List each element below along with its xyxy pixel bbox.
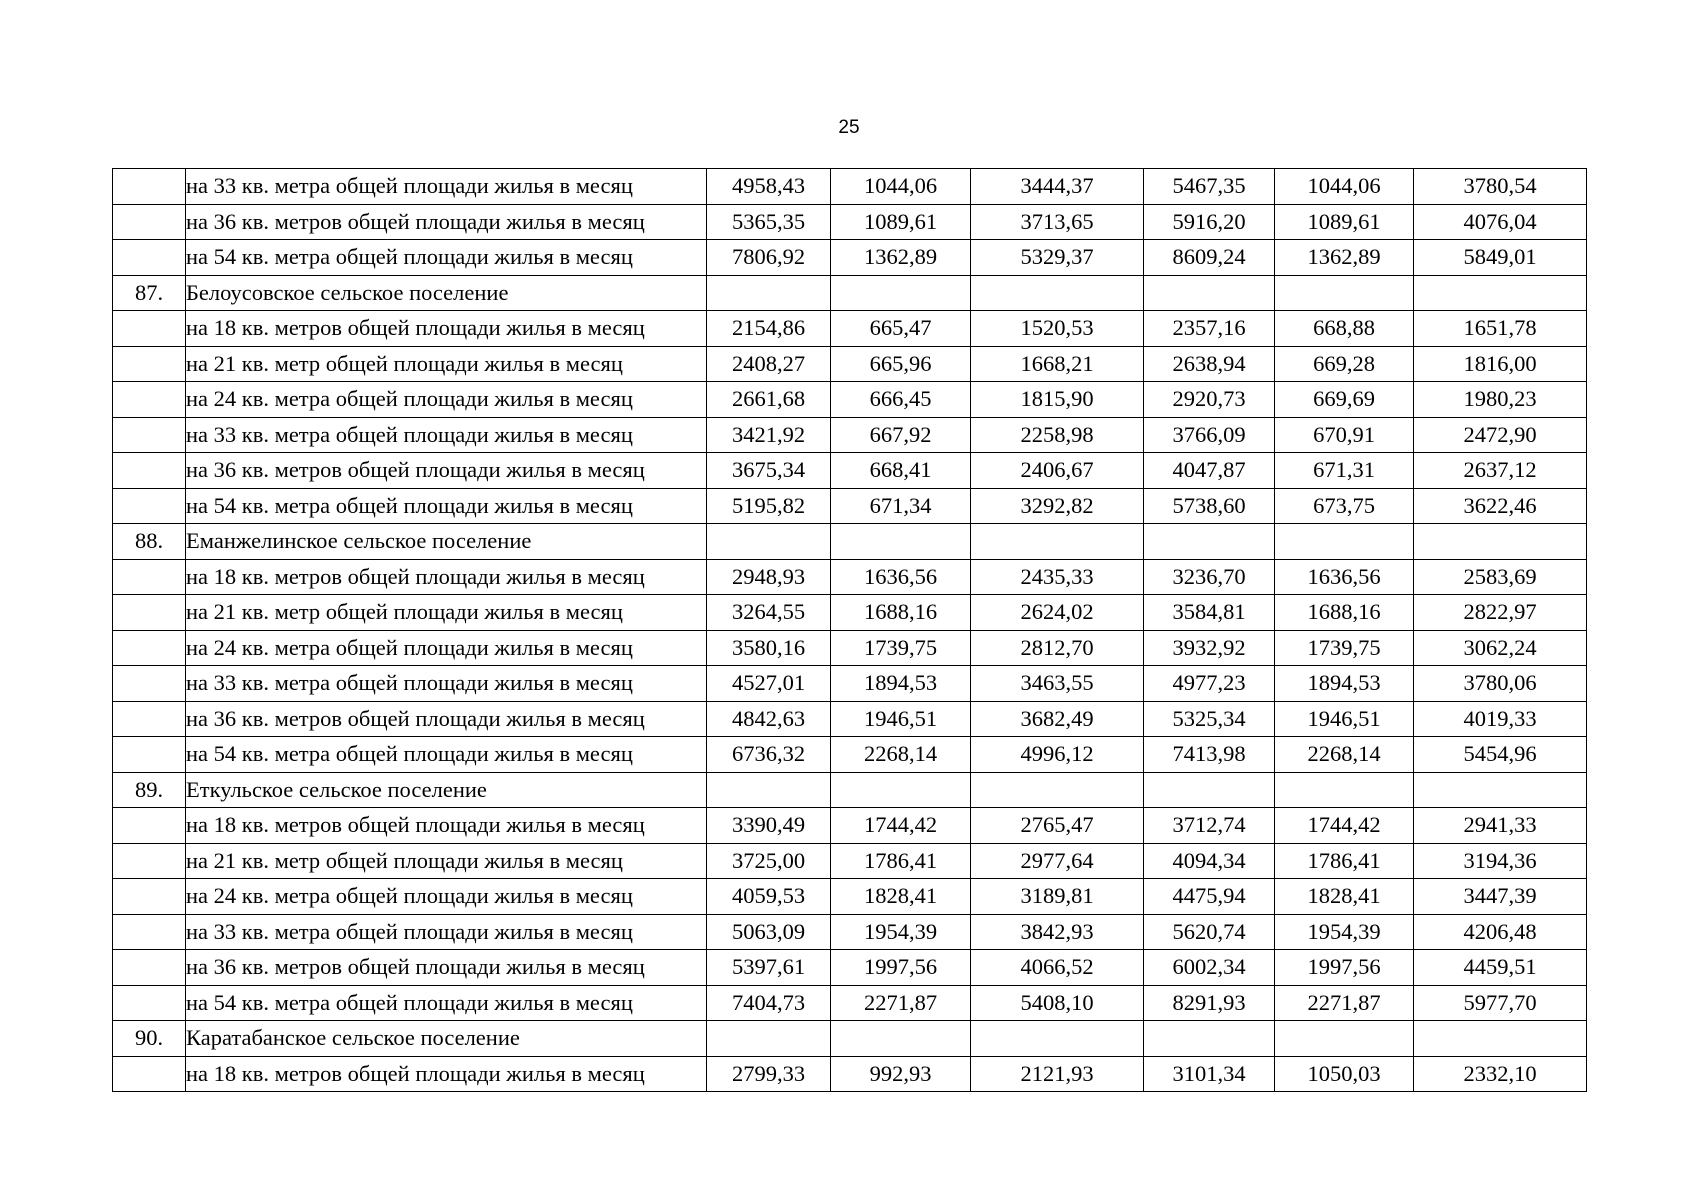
table-row (113, 701, 1587, 737)
table-body (113, 169, 1587, 1092)
value-cell: 666,45 (831, 382, 971, 418)
value-cell (1414, 772, 1587, 808)
value-cell: 1362,89 (831, 240, 971, 276)
row-number-cell (113, 666, 186, 702)
value-cell (1414, 1021, 1587, 1057)
row-number-cell (113, 914, 186, 950)
norm-description-cell: на 21 кв. метр общей площади жилья в месяц (186, 843, 707, 879)
value-cell: 8609,24 (1144, 240, 1275, 276)
value-cell: 5397,61 (707, 950, 831, 986)
value-cell: 2408,27 (707, 346, 831, 382)
value-cell: 3421,92 (707, 417, 831, 453)
row-number-cell (113, 453, 186, 489)
value-cell: 3622,46 (1414, 488, 1587, 524)
row-number-cell (113, 169, 186, 205)
value-cell: 2624,02 (971, 595, 1144, 631)
value-cell: 1744,42 (1275, 808, 1414, 844)
table-row (113, 950, 1587, 986)
norm-description-cell: на 24 кв. метра общей площади жилья в месяц (186, 630, 707, 666)
section-header-row (113, 524, 1587, 560)
value-cell: 7404,73 (707, 985, 831, 1021)
value-cell: 2271,87 (831, 985, 971, 1021)
value-cell: 1980,23 (1414, 382, 1587, 418)
norm-description-cell: на 18 кв. метров общей площади жилья в месяц (186, 559, 707, 595)
value-cell: 3584,81 (1144, 595, 1275, 631)
table-row (113, 666, 1587, 702)
value-cell: 3932,92 (1144, 630, 1275, 666)
value-cell (831, 275, 971, 311)
value-cell: 5325,34 (1144, 701, 1275, 737)
value-cell: 3292,82 (971, 488, 1144, 524)
norm-description-cell: на 36 кв. метров общей площади жилья в месяц (186, 453, 707, 489)
value-cell: 3682,49 (971, 701, 1144, 737)
value-cell: 4459,51 (1414, 950, 1587, 986)
value-cell: 1362,89 (1275, 240, 1414, 276)
value-cell: 5849,01 (1414, 240, 1587, 276)
value-cell: 671,31 (1275, 453, 1414, 489)
table-row (113, 169, 1587, 205)
value-cell (831, 772, 971, 808)
value-cell: 3675,34 (707, 453, 831, 489)
value-cell: 1044,06 (831, 169, 971, 205)
value-cell: 2472,90 (1414, 417, 1587, 453)
value-cell: 8291,93 (1144, 985, 1275, 1021)
value-cell: 3264,55 (707, 595, 831, 631)
value-cell: 1636,56 (1275, 559, 1414, 595)
value-cell: 2583,69 (1414, 559, 1587, 595)
value-cell: 5195,82 (707, 488, 831, 524)
value-cell: 3725,00 (707, 843, 831, 879)
value-cell (1144, 772, 1275, 808)
section-header-row (113, 275, 1587, 311)
value-cell: 1520,53 (971, 311, 1144, 347)
norm-description-cell: на 54 кв. метра общей площади жилья в месяц (186, 488, 707, 524)
row-number-cell (113, 737, 186, 773)
value-cell: 3463,55 (971, 666, 1144, 702)
value-cell: 4019,33 (1414, 701, 1587, 737)
row-number-cell (113, 701, 186, 737)
table-row (113, 204, 1587, 240)
value-cell: 5063,09 (707, 914, 831, 950)
norm-description-cell: на 33 кв. метра общей площади жилья в месяц (186, 169, 707, 205)
row-number-cell (113, 417, 186, 453)
table-row (113, 879, 1587, 915)
value-cell: 668,88 (1275, 311, 1414, 347)
value-cell: 2638,94 (1144, 346, 1275, 382)
value-cell: 4996,12 (971, 737, 1144, 773)
value-cell: 1954,39 (831, 914, 971, 950)
value-cell: 5738,60 (1144, 488, 1275, 524)
value-cell (707, 524, 831, 560)
table-row (113, 488, 1587, 524)
value-cell: 4047,87 (1144, 453, 1275, 489)
norm-description-cell: на 36 кв. метров общей площади жилья в месяц (186, 950, 707, 986)
row-number-cell (113, 950, 186, 986)
row-number-cell (113, 346, 186, 382)
value-cell: 669,69 (1275, 382, 1414, 418)
table-row (113, 559, 1587, 595)
value-cell: 4842,63 (707, 701, 831, 737)
value-cell: 1828,41 (831, 879, 971, 915)
row-number-cell (113, 488, 186, 524)
value-cell: 665,47 (831, 311, 971, 347)
row-number-cell (113, 879, 186, 915)
value-cell: 4059,53 (707, 879, 831, 915)
value-cell (1275, 275, 1414, 311)
value-cell: 6002,34 (1144, 950, 1275, 986)
norm-description-cell: на 18 кв. метров общей площади жилья в месяц (186, 808, 707, 844)
row-number-cell (113, 382, 186, 418)
norm-description-cell: на 24 кв. метра общей площади жилья в месяц (186, 382, 707, 418)
value-cell: 2799,33 (707, 1056, 831, 1092)
value-cell: 5454,96 (1414, 737, 1587, 773)
value-cell: 5365,35 (707, 204, 831, 240)
norm-description-cell: на 36 кв. метров общей площади жилья в месяц (186, 204, 707, 240)
value-cell: 3390,49 (707, 808, 831, 844)
value-cell: 3444,37 (971, 169, 1144, 205)
value-cell: 3780,54 (1414, 169, 1587, 205)
value-cell: 1786,41 (831, 843, 971, 879)
row-number-cell (113, 630, 186, 666)
table-row (113, 595, 1587, 631)
value-cell: 2154,86 (707, 311, 831, 347)
value-cell: 7413,98 (1144, 737, 1275, 773)
table-row (113, 346, 1587, 382)
table-row (113, 382, 1587, 418)
value-cell: 2357,16 (1144, 311, 1275, 347)
value-cell (1275, 1021, 1414, 1057)
value-cell: 2271,87 (1275, 985, 1414, 1021)
value-cell: 1946,51 (831, 701, 971, 737)
value-cell: 3194,36 (1414, 843, 1587, 879)
value-cell: 4475,94 (1144, 879, 1275, 915)
row-number-cell (113, 843, 186, 879)
value-cell: 1739,75 (1275, 630, 1414, 666)
value-cell: 3447,39 (1414, 879, 1587, 915)
table-row (113, 737, 1587, 773)
value-cell: 4206,48 (1414, 914, 1587, 950)
value-cell: 3713,65 (971, 204, 1144, 240)
value-cell: 2920,73 (1144, 382, 1275, 418)
value-cell: 3580,16 (707, 630, 831, 666)
value-cell: 1739,75 (831, 630, 971, 666)
value-cell: 2268,14 (831, 737, 971, 773)
value-cell: 670,91 (1275, 417, 1414, 453)
value-cell: 669,28 (1275, 346, 1414, 382)
value-cell: 1894,53 (1275, 666, 1414, 702)
table-row (113, 843, 1587, 879)
value-cell: 1894,53 (831, 666, 971, 702)
value-cell: 1089,61 (831, 204, 971, 240)
value-cell (1414, 524, 1587, 560)
row-number-cell (113, 595, 186, 631)
row-number-cell: 90. (113, 1021, 186, 1057)
value-cell: 1089,61 (1275, 204, 1414, 240)
row-number-cell (113, 559, 186, 595)
value-cell: 5408,10 (971, 985, 1144, 1021)
value-cell: 2637,12 (1414, 453, 1587, 489)
value-cell: 3236,70 (1144, 559, 1275, 595)
value-cell: 1815,90 (971, 382, 1144, 418)
value-cell: 2948,93 (707, 559, 831, 595)
value-cell: 2977,64 (971, 843, 1144, 879)
value-cell: 3101,34 (1144, 1056, 1275, 1092)
norm-description-cell: на 21 кв. метр общей площади жилья в месяц (186, 595, 707, 631)
value-cell: 1688,16 (1275, 595, 1414, 631)
value-cell: 4094,34 (1144, 843, 1275, 879)
value-cell: 6736,32 (707, 737, 831, 773)
settlement-name-cell: Каратабанское сельское поселение (186, 1021, 707, 1057)
value-cell (971, 1021, 1144, 1057)
value-cell: 1946,51 (1275, 701, 1414, 737)
settlement-name-cell: Еткульское сельское поселение (186, 772, 707, 808)
value-cell: 992,93 (831, 1056, 971, 1092)
norm-description-cell: на 54 кв. метра общей площади жилья в месяц (186, 985, 707, 1021)
value-cell: 2661,68 (707, 382, 831, 418)
value-cell: 2332,10 (1414, 1056, 1587, 1092)
row-number-cell (113, 204, 186, 240)
settlement-name-cell: Еманжелинское сельское поселение (186, 524, 707, 560)
value-cell (831, 1021, 971, 1057)
value-cell: 4527,01 (707, 666, 831, 702)
value-cell: 667,92 (831, 417, 971, 453)
row-number-cell (113, 1056, 186, 1092)
value-cell: 1668,21 (971, 346, 1144, 382)
value-cell: 4066,52 (971, 950, 1144, 986)
value-cell: 1651,78 (1414, 311, 1587, 347)
value-cell: 1997,56 (831, 950, 971, 986)
value-cell (1275, 524, 1414, 560)
settlement-name-cell: Белоусовское сельское поселение (186, 275, 707, 311)
value-cell: 4958,43 (707, 169, 831, 205)
value-cell: 1050,03 (1275, 1056, 1414, 1092)
value-cell: 1954,39 (1275, 914, 1414, 950)
value-cell: 1044,06 (1275, 169, 1414, 205)
row-number-cell (113, 240, 186, 276)
value-cell: 2941,33 (1414, 808, 1587, 844)
norm-description-cell: на 18 кв. метров общей площади жилья в месяц (186, 311, 707, 347)
section-header-row (113, 772, 1587, 808)
value-cell: 4977,23 (1144, 666, 1275, 702)
norm-description-cell: на 36 кв. метров общей площади жилья в месяц (186, 701, 707, 737)
row-number-cell: 89. (113, 772, 186, 808)
value-cell: 5620,74 (1144, 914, 1275, 950)
value-cell (1144, 275, 1275, 311)
value-cell (1414, 275, 1587, 311)
value-cell (1275, 772, 1414, 808)
value-cell: 3842,93 (971, 914, 1144, 950)
value-cell: 4076,04 (1414, 204, 1587, 240)
value-cell: 2406,67 (971, 453, 1144, 489)
table-row (113, 453, 1587, 489)
value-cell (1144, 1021, 1275, 1057)
value-cell (831, 524, 971, 560)
norm-description-cell: на 54 кв. метра общей площади жилья в месяц (186, 737, 707, 773)
row-number-cell: 88. (113, 524, 186, 560)
norm-description-cell: на 24 кв. метра общей площади жилья в месяц (186, 879, 707, 915)
value-cell: 671,34 (831, 488, 971, 524)
value-cell: 2435,33 (971, 559, 1144, 595)
value-cell: 2258,98 (971, 417, 1144, 453)
table-row (113, 985, 1587, 1021)
row-number-cell (113, 985, 186, 1021)
table-row (113, 808, 1587, 844)
row-number-cell (113, 311, 186, 347)
value-cell: 668,41 (831, 453, 971, 489)
value-cell: 2812,70 (971, 630, 1144, 666)
norm-description-cell: на 33 кв. метра общей площади жилья в месяц (186, 914, 707, 950)
norm-description-cell: на 18 кв. метров общей площади жилья в месяц (186, 1056, 707, 1092)
value-cell: 5467,35 (1144, 169, 1275, 205)
value-cell: 7806,92 (707, 240, 831, 276)
value-cell: 3766,09 (1144, 417, 1275, 453)
value-cell: 2765,47 (971, 808, 1144, 844)
value-cell: 5916,20 (1144, 204, 1275, 240)
tariff-table (112, 168, 1587, 1092)
section-header-row (113, 1021, 1587, 1057)
value-cell: 665,96 (831, 346, 971, 382)
table-row (113, 417, 1587, 453)
page-number: 25 (838, 117, 860, 138)
value-cell: 3189,81 (971, 879, 1144, 915)
value-cell (707, 1021, 831, 1057)
value-cell: 3062,24 (1414, 630, 1587, 666)
table-row (113, 240, 1587, 276)
value-cell: 2268,14 (1275, 737, 1414, 773)
table-row (113, 914, 1587, 950)
value-cell (971, 524, 1144, 560)
value-cell (971, 772, 1144, 808)
table-row (113, 311, 1587, 347)
value-cell: 2822,97 (1414, 595, 1587, 631)
value-cell: 1636,56 (831, 559, 971, 595)
value-cell: 1688,16 (831, 595, 971, 631)
norm-description-cell: на 54 кв. метра общей площади жилья в месяц (186, 240, 707, 276)
norm-description-cell: на 33 кв. метра общей площади жилья в месяц (186, 666, 707, 702)
value-cell: 5977,70 (1414, 985, 1587, 1021)
value-cell: 1816,00 (1414, 346, 1587, 382)
row-number-cell (113, 808, 186, 844)
value-cell: 1997,56 (1275, 950, 1414, 986)
value-cell (707, 772, 831, 808)
row-number-cell: 87. (113, 275, 186, 311)
norm-description-cell: на 33 кв. метра общей площади жилья в месяц (186, 417, 707, 453)
value-cell: 3780,06 (1414, 666, 1587, 702)
norm-description-cell: на 21 кв. метр общей площади жилья в месяц (186, 346, 707, 382)
value-cell (1144, 524, 1275, 560)
value-cell: 5329,37 (971, 240, 1144, 276)
table-row (113, 1056, 1587, 1092)
table-row (113, 630, 1587, 666)
value-cell: 1828,41 (1275, 879, 1414, 915)
value-cell: 1786,41 (1275, 843, 1414, 879)
value-cell: 673,75 (1275, 488, 1414, 524)
value-cell: 2121,93 (971, 1056, 1144, 1092)
value-cell (971, 275, 1144, 311)
value-cell: 3712,74 (1144, 808, 1275, 844)
value-cell: 1744,42 (831, 808, 971, 844)
value-cell (707, 275, 831, 311)
